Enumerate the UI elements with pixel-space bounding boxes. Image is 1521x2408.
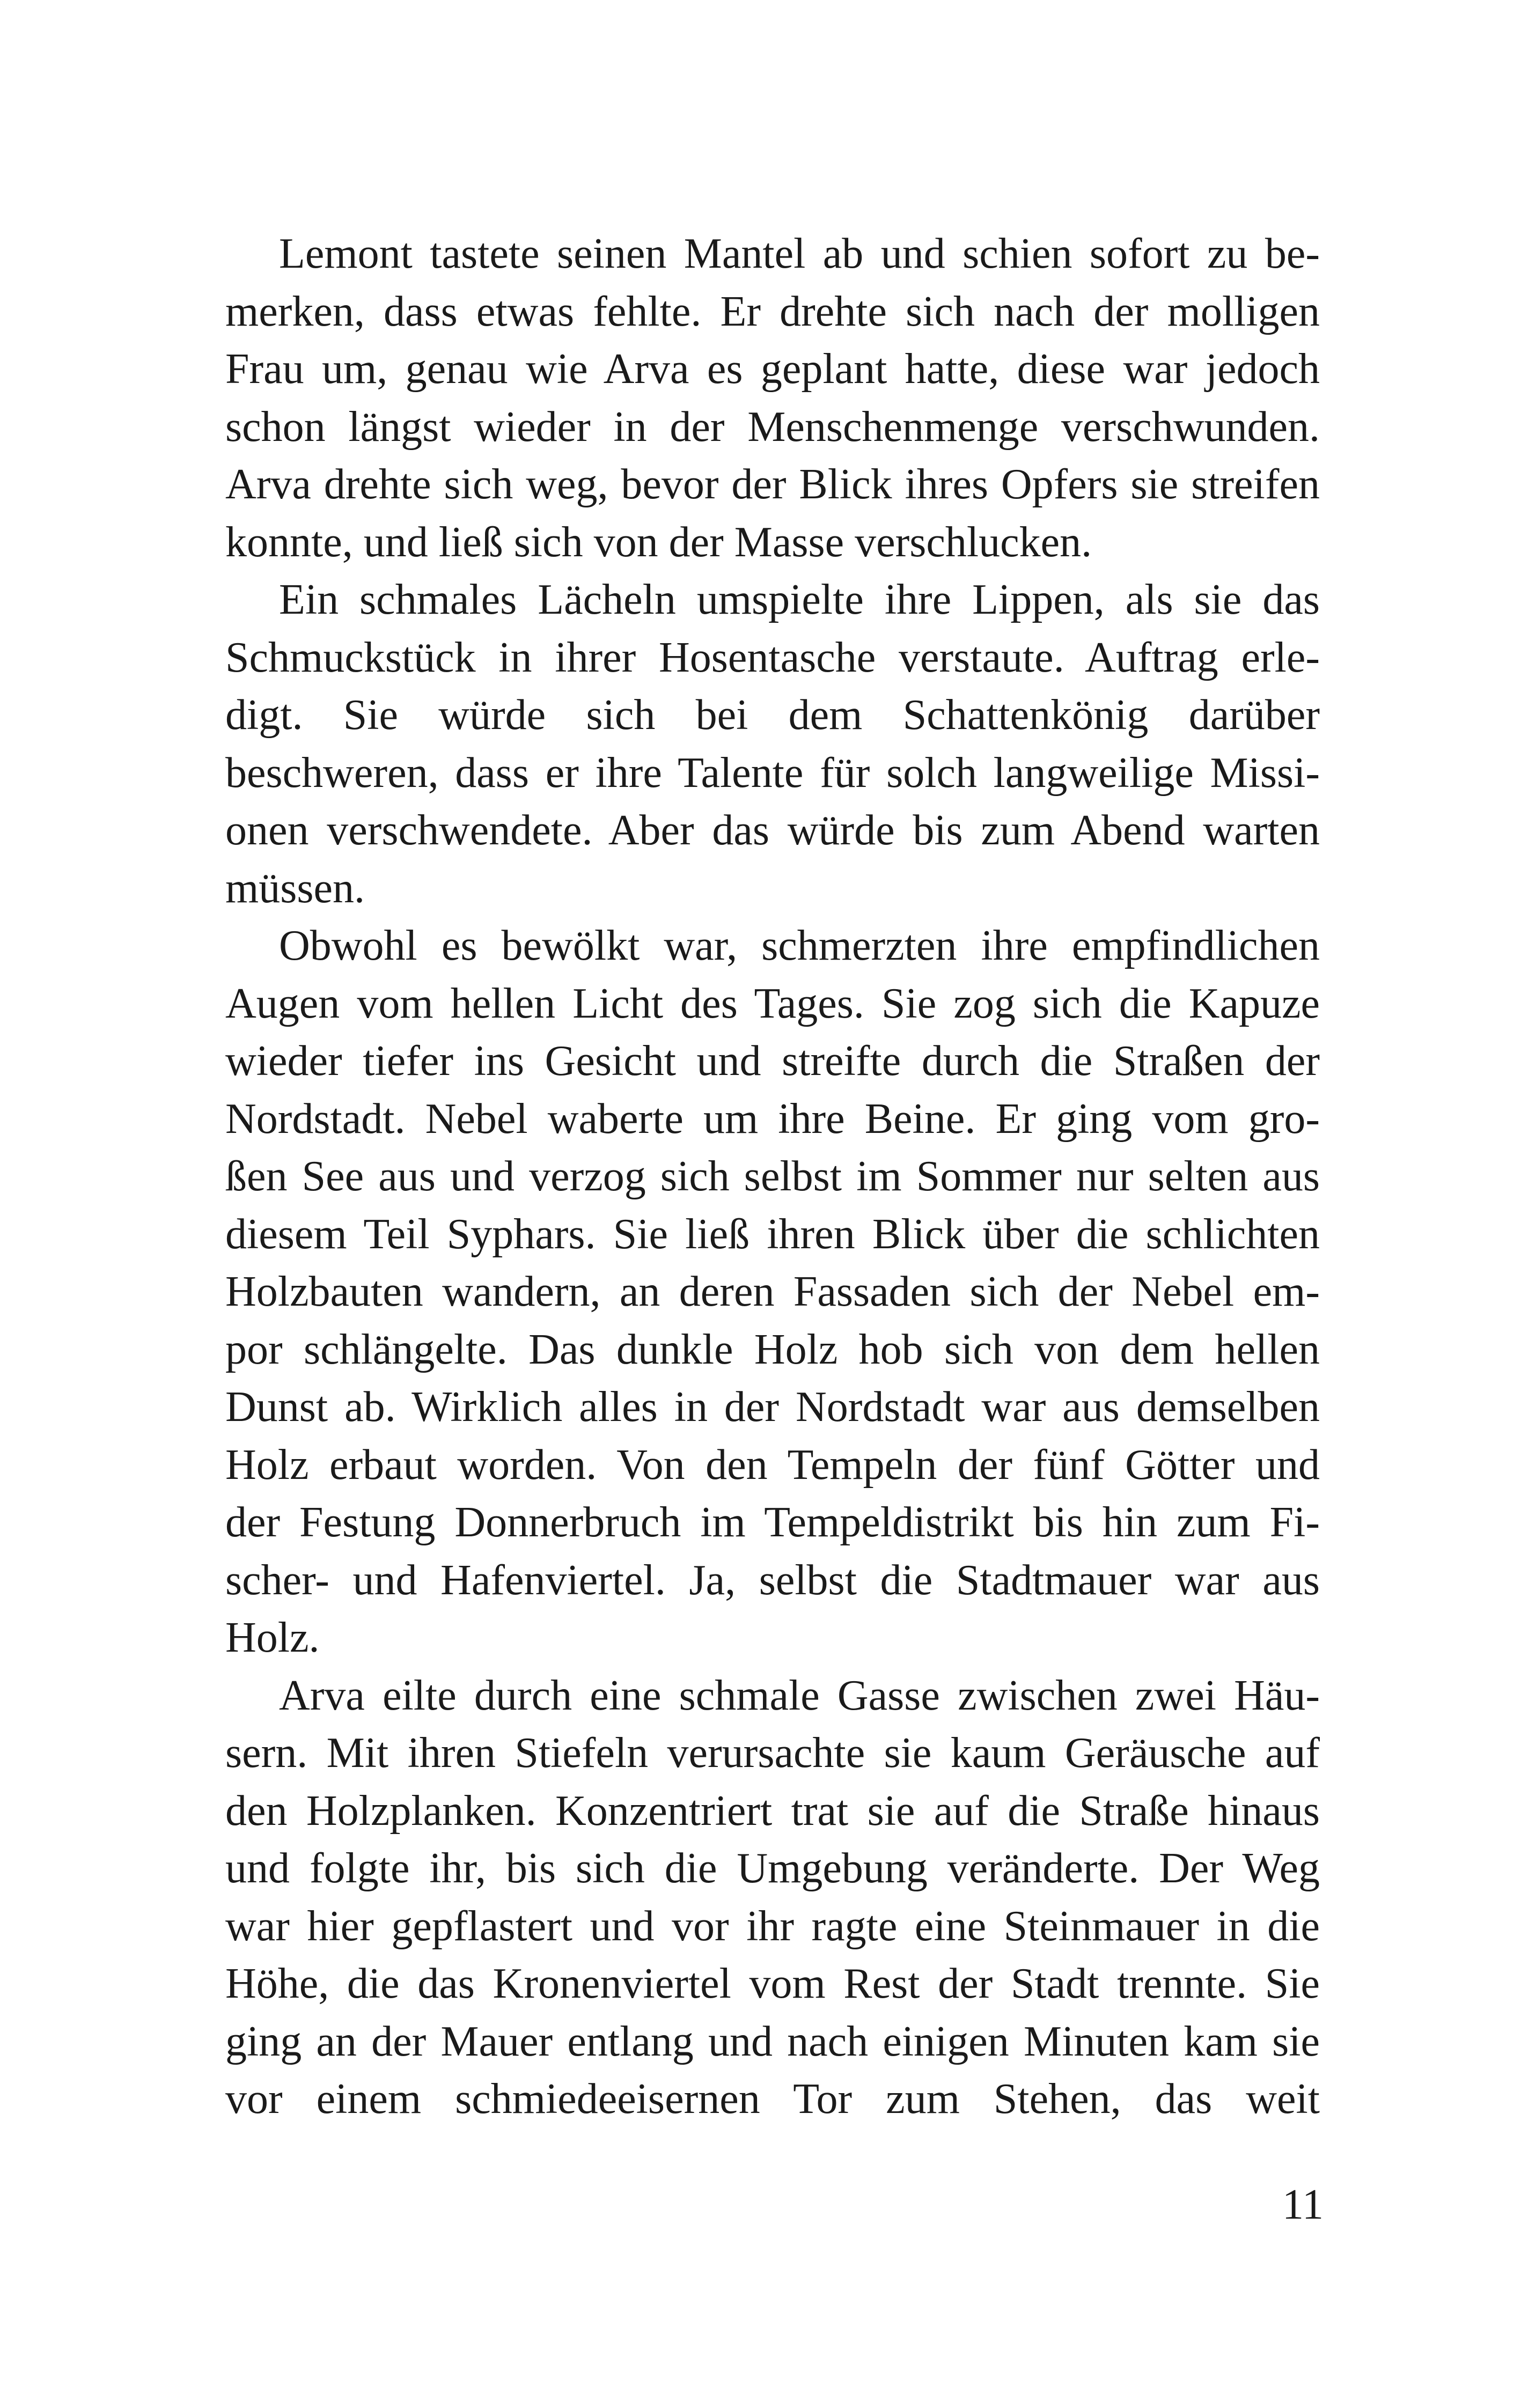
text-line: müssen. [225, 864, 365, 912]
text-line: Holz. [225, 1614, 320, 1661]
text-line: den Holzplanken. Konzentriert trat sie auf die Straße hinaus [225, 1787, 1320, 1835]
text-line: Arva drehte sich weg, bevor der Blick ihres Opfers sie streifen [225, 461, 1320, 508]
text-line: Frau um, genau wie Arva es geplant hatte, diese war jedoch [225, 345, 1320, 393]
text-line: sern. Mit ihren Stiefeln verursachte sie kaum Geräusche auf [225, 1729, 1320, 1777]
paragraph-first-line: Ein schmales Lächeln umspielte ihre Lippen, als sie das [279, 576, 1320, 623]
paragraph-first-line: Arva eilte durch eine schmale Gasse zwischen zwei Häu- [279, 1671, 1320, 1719]
text-line: diesem Teil Syphars. Sie ließ ihren Blick über die schlichten [225, 1210, 1320, 1258]
text-line: Höhe, die das Kronenviertel vom Rest der Stadt trennte. Sie [225, 1960, 1320, 2007]
text-line: konnte, und ließ sich von der Masse verschlucken. [225, 518, 1092, 566]
text-line: vor einem schmiedeeisernen Tor zum Stehen, das weit [225, 2075, 1320, 2123]
paragraph-first-line: Lemont tastete seinen Mantel ab und schien sofort zu be- [279, 230, 1320, 277]
text-line: schon längst wieder in der Menschenmenge verschwunden. [225, 403, 1320, 451]
text-line: war hier gepflastert und vor ihr ragte eine Steinmauer in die [225, 1902, 1320, 1950]
text-line: und folgte ihr, bis sich die Umgebung veränderte. Der Weg [225, 1845, 1320, 1892]
text-line: onen verschwendete. Aber das würde bis zum Abend warten [225, 807, 1320, 854]
text-line: por schlängelte. Das dunkle Holz hob sich von dem hellen [225, 1325, 1320, 1373]
text-line: Dunst ab. Wirklich alles in der Nordstadt war aus demselben [225, 1383, 1320, 1431]
text-line: Holzbauten wandern, an deren Fassaden sich der Nebel em- [225, 1268, 1320, 1315]
text-line: scher- und Hafenviertel. Ja, selbst die Stadtmauer war aus [225, 1556, 1320, 1604]
paragraph-first-line: Obwohl es bewölkt war, schmerzten ihre empfindlichen [279, 922, 1320, 969]
page-number: 11 [1282, 2181, 1324, 2228]
text-line: ßen See aus und verzog sich selbst im Sommer nur selten aus [225, 1153, 1320, 1200]
text-line: digt. Sie würde sich bei dem Schattenkönig darüber [225, 691, 1320, 739]
text-line: wieder tiefer ins Gesicht und streifte durch die Straßen der [225, 1037, 1320, 1085]
text-line: Schmuckstück in ihrer Hosentasche verstaute. Auftrag erle- [225, 634, 1320, 681]
text-line: ging an der Mauer entlang und nach einigen Minuten kam sie [225, 2017, 1320, 2065]
text-line: der Festung Donnerbruch im Tempeldistrikt bis hin zum Fi- [225, 1499, 1320, 1546]
text-line: Nordstadt. Nebel waberte um ihre Beine. Er ging vom gro- [225, 1095, 1320, 1143]
text-line: merken, dass etwas fehlte. Er drehte sich nach der molligen [225, 288, 1320, 335]
text-line: Augen vom hellen Licht des Tages. Sie zog sich die Kapuze [225, 980, 1320, 1027]
body-text [225, 225, 1320, 2129]
text-line: beschweren, dass er ihre Talente für solch langweilige Missi- [225, 749, 1320, 797]
text-line: Holz erbaut worden. Von den Tempeln der fünf Götter und [225, 1441, 1320, 1489]
